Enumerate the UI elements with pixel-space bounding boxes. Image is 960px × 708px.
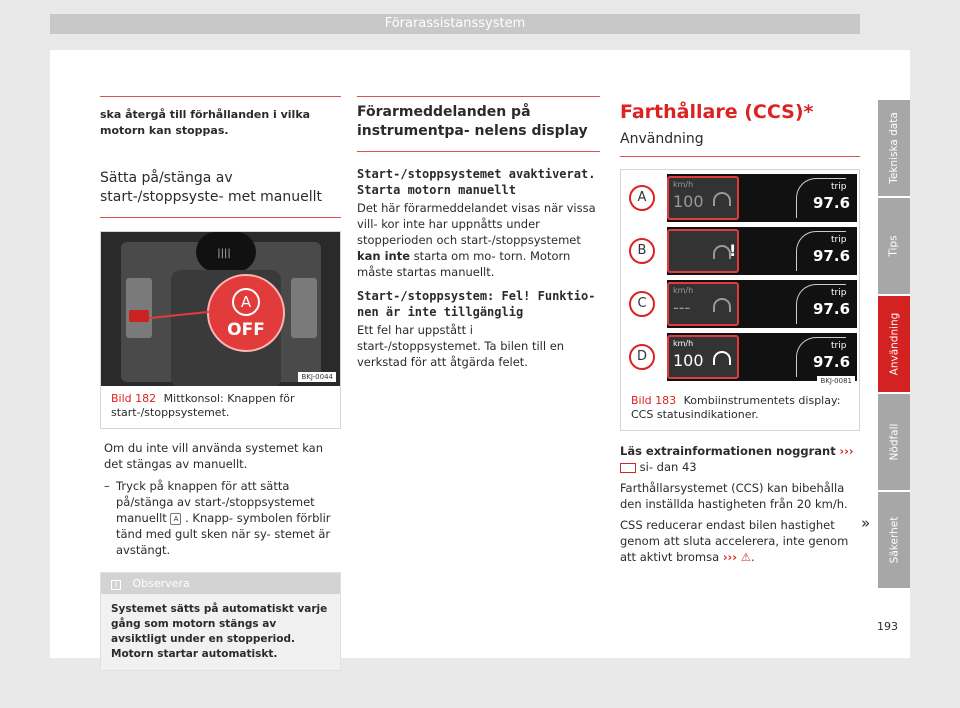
start-stop-button-icon: A xyxy=(170,513,181,525)
ccs-display-row xyxy=(621,174,859,224)
message-1-text-pre: Det här förarmeddelandet visas när vissa vill- kor inte har uppnåtts under stopperioden och start-/stoppsystemet xyxy=(357,201,596,247)
tab-nodfall[interactable] xyxy=(878,394,910,490)
message-2-title: Start-/stoppsystem: Fel! Funktio- nen är inte tillgänglig xyxy=(357,289,596,319)
paragraph: Om du inte vill använda systemet kan det stängas av manuellt. xyxy=(104,441,324,471)
figure-183-image xyxy=(621,170,859,388)
ccs-display-row xyxy=(621,227,859,277)
section-heading-start-stop: Sätta på/stänga av start-/stoppsyste- met manuellt xyxy=(100,169,341,218)
intro-text: ska återgå till förhållanden i vilka motorn kan stoppas. xyxy=(100,108,311,137)
cruise-gauge-icon xyxy=(713,298,731,312)
bullet-text: Tryck på knappen för att sätta på/stänga av start-/stoppsystemet manuellt xyxy=(116,479,315,525)
figure-182 xyxy=(100,231,341,429)
cruise-gauge-icon xyxy=(713,192,731,206)
figure-code: BKJ-0081 xyxy=(817,376,855,386)
chevrons-icon: ››› xyxy=(722,550,738,564)
figure-caption-text: Kombiinstrumentets display: CCS statusindikationer. xyxy=(631,394,841,421)
trip-value: 97.6 xyxy=(813,300,851,318)
tab-label: Säkerhet xyxy=(888,516,901,564)
message-2-text: Ett fel har uppstått i start-/stoppsystemet. Ta bilen till en verkstad för att åtgärda felet. xyxy=(357,323,565,369)
cruise-gauge-icon xyxy=(713,351,731,365)
off-label: OFF xyxy=(227,320,265,340)
trip-value: 97.6 xyxy=(813,194,851,212)
figure-label: Bild 183 xyxy=(631,394,677,407)
figure-183-caption xyxy=(621,388,859,430)
row-letter: A xyxy=(629,185,655,211)
paragraph: Farthållarsystemet (CCS) kan bibehålla den inställda hastigheten från 20 km/h. xyxy=(620,481,848,511)
figure-label: Bild 182 xyxy=(111,392,157,405)
column-3 xyxy=(620,96,860,565)
message-1-bold: kan inte xyxy=(357,249,411,263)
tab-label: Nödfall xyxy=(888,423,901,461)
trip-label: trip xyxy=(831,341,847,351)
column-2 xyxy=(357,96,600,370)
column-1 xyxy=(100,96,341,671)
section-heading-messages: Förarmeddelanden på instrumentpa- nelens display xyxy=(357,103,600,152)
continue-mark: » xyxy=(861,514,871,532)
trip-label: trip xyxy=(831,182,847,192)
row-letter: B xyxy=(629,238,655,264)
trip-value: 97.6 xyxy=(813,247,851,265)
figure-182-image: |||| A OFF BKJ-0044 xyxy=(101,232,340,386)
read-more-bold: Läs extrainformationen noggrant xyxy=(620,444,836,458)
side-tabs xyxy=(878,100,910,590)
speed-unit: km/h xyxy=(673,339,694,348)
book-warning-icon xyxy=(620,463,636,473)
info-icon: i xyxy=(111,580,121,590)
chevrons-icon: ››› xyxy=(839,444,854,458)
note-text: Systemet sätts på automatiskt varje gång som motorn stängs av avsiktligt under en stopperiod. Motorn startar automatiskt. xyxy=(111,603,328,660)
note-title: Observera xyxy=(132,577,190,590)
tab-label: Tips xyxy=(888,235,900,257)
figure-183 xyxy=(620,169,860,431)
figure-code: BKJ-0044 xyxy=(298,372,336,382)
tab-tekniska-data[interactable] xyxy=(878,100,910,196)
read-more-page: si- dan 43 xyxy=(639,460,697,474)
tab-label: Användning xyxy=(888,312,901,376)
tab-sakerhet[interactable] xyxy=(878,492,910,588)
trip-label: trip xyxy=(831,288,847,298)
paragraph-brake: CSS reducerar endast bilen hastighet genom att sluta accelerera, inte genom att aktivt bromsa ››› ⚠. xyxy=(620,518,849,564)
tab-label: Tekniska data xyxy=(888,112,900,184)
set-speed: --- xyxy=(673,298,691,317)
message-1-text-post: starta om mo- torn. Motorn måste startas manuellt. xyxy=(357,249,571,279)
bullet-text-continued: . Knapp- symbolen förblir tänd med gult sken när sy- stemet är avstängt. xyxy=(116,511,331,557)
exclamation-icon: ! xyxy=(729,241,737,260)
tab-anvandning[interactable] xyxy=(878,296,910,392)
message-1-text xyxy=(357,200,600,280)
speed-unit: km/h xyxy=(673,180,694,189)
tab-tips[interactable] xyxy=(878,198,910,294)
figure-182-caption xyxy=(101,386,340,428)
speed-unit: km/h xyxy=(673,286,694,295)
page-number: 193 xyxy=(877,620,898,633)
row-letter: C xyxy=(629,291,655,317)
bullet-dash: – xyxy=(104,479,110,493)
figure-caption-text: Mittkonsol: Knappen för start-/stoppsystemet. xyxy=(111,392,295,419)
auto-icon: A xyxy=(232,288,260,316)
ccs-display-row xyxy=(621,280,859,330)
note-header xyxy=(101,573,340,594)
warning-triangle-icon: ⚠ xyxy=(740,550,751,564)
set-speed: 100 xyxy=(673,351,704,370)
row-letter: D xyxy=(629,344,655,370)
trip-value: 97.6 xyxy=(813,353,851,371)
message-1-title: Start-/stoppsystemet avaktiverat. Starta motorn manuellt xyxy=(357,167,596,197)
ccs-subtitle: Användning xyxy=(620,124,860,157)
bullet-item xyxy=(100,478,341,558)
trip-label: trip xyxy=(831,235,847,245)
paragraph-brake-text: CSS reducerar endast bilen hastighet genom att sluta accelerera, inte genom att aktivt bromsa xyxy=(620,518,849,564)
page-header: Förarassistanssystem xyxy=(50,14,860,34)
ccs-title: Farthållare (CCS)* xyxy=(620,101,814,123)
read-more xyxy=(620,443,860,475)
set-speed: 100 xyxy=(673,192,704,211)
note-box xyxy=(100,572,341,671)
